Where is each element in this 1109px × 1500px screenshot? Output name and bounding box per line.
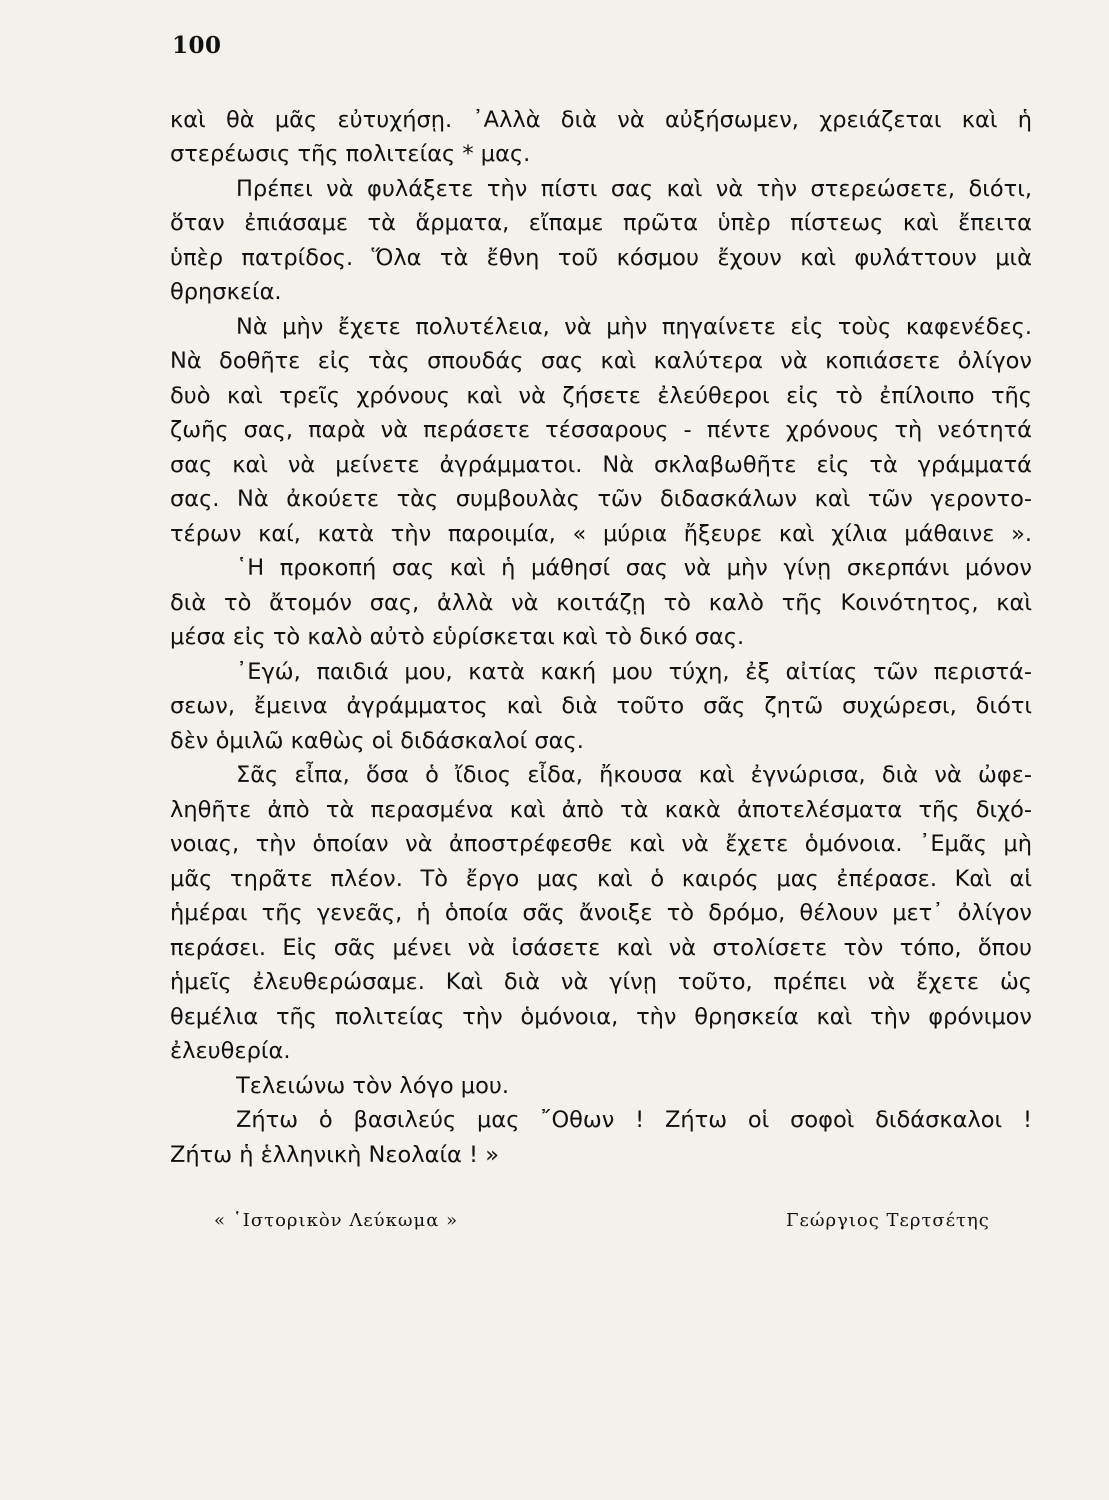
text-line: Πρέπει νὰ φυλάξετε τὴν πίστι σας καὶ νὰ τὴν στερεώσετε, διότι, [236, 176, 1032, 202]
text-line: διὰ τὸ ἄτομόν σας, ἀλλὰ νὰ κοιτάζῃ τὸ καλὸ τῆς Κοινότητος, καὶ [170, 590, 1032, 616]
text-line: ᾿Εγώ, παιδιά μου, κατὰ κακή μου τύχη, ἐξ αἰτίας τῶν περιστά- [236, 659, 1032, 685]
text-line: στερέωσις τῆς πολιτείας * μας. [170, 141, 531, 167]
text-line: ἐλευθερία. [170, 1038, 291, 1064]
text-line: σας. Νὰ ἀκούετε τὰς συμβουλὰς τῶν διδασκάλων καὶ τῶν γεροντο- [170, 486, 1032, 512]
text-line: Σᾶς εἶπα, ὅσα ὁ ἴδιος εἶδα, ἤκουσα καὶ ἐγνώρισα, διὰ νὰ ὠφε- [236, 762, 1032, 788]
text-line: ἡμέραι τῆς γενεᾶς, ἡ ὁποία σᾶς ἄνοιξε τὸ δρόμο, θέλουν μετ᾿ ὀλίγον [170, 900, 1032, 926]
text-line: Ζήτω ἡ ἑλληνικὴ Νεολαία ! » [170, 1142, 499, 1168]
text-line: σεων, ἔμεινα ἀγράμματος καὶ διὰ τοῦτο σᾶς ζητῶ συχώρεσι, διότι [170, 693, 1032, 719]
text-line: Ζήτω ὁ βασιλεύς μας ῎Οθων ! Ζήτω οἱ σοφοὶ διδάσκαλοι ! [236, 1107, 1032, 1133]
text-line: ἡμεῖς ἐλευθερώσαμε. Καὶ διὰ νὰ γίνῃ τοῦτο, πρέπει νὰ ἔχετε ὡς [170, 969, 1032, 995]
text-line: μέσα εἰς τὸ καλὸ αὐτὸ εὑρίσκεται καὶ τὸ δικό σας. [170, 624, 745, 650]
text-line: μᾶς τηρᾶτε πλέον. Τὸ ἔργο μας καὶ ὁ καιρός μας ἐπέρασε. Καὶ αἱ [170, 866, 1032, 892]
source-citation: « ῾Ιστορικὸν Λεύκωμα » [214, 1210, 459, 1231]
text-line: Νὰ δοθῆτε εἰς τὰς σπουδάς σας καὶ καλύτερα νὰ κοπιάσετε ὀλίγον [170, 348, 1032, 374]
text-line: Νὰ μὴν ἔχετε πολυτέλεια, νὰ μὴν πηγαίνετε εἰς τοὺς καφενέδες. [236, 314, 1032, 340]
text-line: ζωῆς σας, παρὰ νὰ περάσετε τέσσαρους - πέντε χρόνους τὴ νεότητά [170, 417, 1032, 443]
text-line: νοιας, τὴν ὁποίαν νὰ ἀποστρέφεσθε καὶ νὰ ἔχετε ὁμόνοια. ᾿Εμᾶς μὴ [170, 831, 1032, 857]
text-line: δὲν ὁμιλῶ καθὼς οἱ διδάσκαλοί σας. [170, 728, 584, 754]
text-line: Τελειώνω τὸν λόγο μου. [236, 1073, 509, 1099]
text-line: σας καὶ νὰ μείνετε ἀγράμματοι. Νὰ σκλαβωθῆτε εἰς τὰ γράμματά [170, 452, 1032, 478]
text-line: ληθῆτε ἀπὸ τὰ περασμένα καὶ ἀπὸ τὰ κακὰ ἀποτελέσματα τῆς διχό- [170, 797, 1032, 823]
text-line: καὶ θὰ μᾶς εὐτυχήσῃ. ᾿Αλλὰ διὰ νὰ αὐξήσωμεν, χρειάζεται καὶ ἡ [170, 107, 1032, 133]
text-line: δυὸ καὶ τρεῖς χρόνους καὶ νὰ ζήσετε ἐλεύθεροι εἰς τὸ ἐπίλοιπο τῆς [170, 383, 1032, 409]
text-line: τέρων καί, κατὰ τὴν παροιμία, « μύρια ἤξευρε καὶ χίλια μάθαινε ». [170, 521, 1032, 547]
author-name: Γεώργιος Τερτσέτης [786, 1210, 990, 1231]
text-line: περάσει. Εἰς σᾶς μένει νὰ ἰσάσετε καὶ νὰ στολίσετε τὸν τόπο, ὅπου [170, 935, 1032, 961]
text-line: ὑπὲρ πατρίδος. Ὅλα τὰ ἔθνη τοῦ κόσμου ἔχουν καὶ φυλάττουν μιὰ [170, 245, 1032, 271]
page-number: 100 [172, 32, 222, 59]
text-line: θεμέλια τῆς πολιτείας τὴν ὁμόνοια, τὴν θρησκεία καὶ τὴν φρόνιμον [170, 1004, 1032, 1030]
text-line: θρησκεία. [170, 279, 282, 305]
text-line: ὅταν ἐπιάσαμε τὰ ἅρματα, εἴπαμε πρῶτα ὑπὲρ πίστεως καὶ ἔπειτα [170, 210, 1032, 236]
text-line: ῾Η προκοπή σας καὶ ἡ μάθησί σας νὰ μὴν γίνῃ σκερπάνι μόνον [236, 555, 1032, 581]
